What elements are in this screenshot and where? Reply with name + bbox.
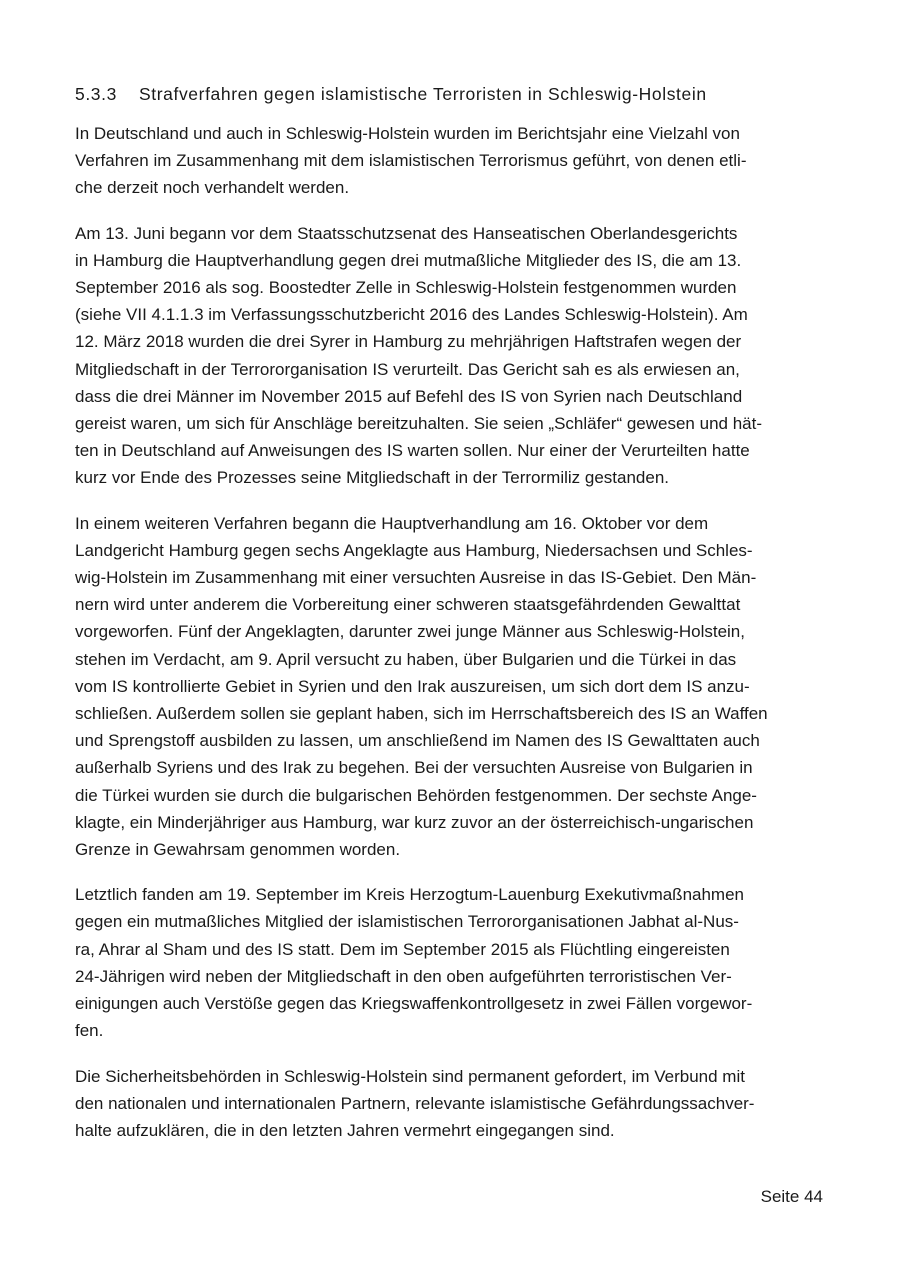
text-line: schließen. Außerdem sollen sie geplant haben, sich im Herrschaftsbereich des IS an Waffen bbox=[75, 704, 768, 724]
text-line: einigungen auch Verstöße gegen das Kriegswaffenkontrollgesetz in zwei Fällen vorgewor- bbox=[75, 994, 753, 1014]
text-line: Verfahren im Zusammenhang mit dem islamistischen Terrorismus geführt, von denen etli- bbox=[75, 151, 747, 171]
text-line: die Türkei wurden sie durch die bulgarischen Behörden festgenommen. Der sechste Ange- bbox=[75, 785, 757, 805]
text-line: dass die drei Männer im November 2015 auf Befehl des IS von Syrien nach Deutschland bbox=[75, 386, 743, 406]
text-line: Mitgliedschaft in der Terrororganisation IS verurteilt. Das Gericht sah es als erwiesen an, bbox=[75, 359, 740, 379]
section-number: 5.3.3 bbox=[75, 84, 117, 104]
text-line: In Deutschland und auch in Schleswig-Holstein wurden im Berichtsjahr eine Vielzahl von bbox=[75, 124, 740, 143]
paragraph bbox=[75, 220, 831, 492]
text-line: außerhalb Syriens und des Irak zu begehen. Bei der versuchten Ausreise von Bulgarien in bbox=[75, 758, 753, 778]
body-text bbox=[75, 120, 831, 1144]
text-line: stehen im Verdacht, am 9. April versucht zu haben, über Bulgarien und die Türkei in das bbox=[75, 649, 737, 669]
text-line: Die Sicherheitsbehörden in Schleswig-Holstein sind permanent gefordert, im Verbund mit bbox=[75, 1066, 745, 1086]
text-line: ten in Deutschland auf Anweisungen des IS warten sollen. Nur einer der Verurteilten hatte bbox=[75, 441, 750, 461]
section-heading bbox=[75, 80, 831, 108]
text-line: kurz vor Ende des Prozesses seine Mitgliedschaft in der Terrormiliz gestanden. bbox=[75, 468, 670, 488]
paragraph bbox=[75, 881, 831, 1044]
text-line: gereist waren, um sich für Anschläge bereitzuhalten. Sie seien „Schläfer“ gewesen und hät- bbox=[75, 414, 762, 434]
text-line: 24-Jährigen wird neben der Mitgliedschaft in den oben aufgeführten terroristischen Ver- bbox=[75, 966, 732, 986]
text-line: che derzeit noch verhandelt werden. bbox=[75, 178, 350, 198]
text-line: (siehe VII 4.1.1.3 im Verfassungsschutzbericht 2016 des Landes Schleswig-Holstein). Am bbox=[75, 305, 748, 325]
page-number: Seite 44 bbox=[760, 1187, 823, 1206]
paragraph bbox=[75, 120, 831, 202]
section-title: Strafverfahren gegen islamistische Terroristen in Schleswig-Holstein bbox=[139, 84, 707, 104]
text-line: klagte, ein Minderjähriger aus Hamburg, war kurz zuvor an der österreichisch-ungarischen bbox=[75, 812, 754, 832]
text-line: 12. März 2018 wurden die drei Syrer in Hamburg zu mehrjährigen Haftstrafen wegen der bbox=[75, 332, 742, 352]
paragraph bbox=[75, 510, 831, 864]
text-line: wig-Holstein im Zusammenhang mit einer versuchten Ausreise in das IS-Gebiet. Den Män- bbox=[75, 568, 757, 588]
document-page bbox=[75, 80, 831, 1162]
text-line: in Hamburg die Hauptverhandlung gegen drei mutmaßliche Mitglieder des IS, die am 13. bbox=[75, 250, 742, 270]
text-line: Landgericht Hamburg gegen sechs Angeklagte aus Hamburg, Niedersachsen und Schles- bbox=[75, 540, 753, 560]
text-line: Am 13. Juni begann vor dem Staatsschutzsenat des Hanseatischen Oberlandesgerichts bbox=[75, 223, 738, 243]
text-line: September 2016 als sog. Boostedter Zelle in Schleswig-Holstein festgenommen wurden bbox=[75, 278, 737, 298]
text-line: den nationalen und internationalen Partnern, relevante islamistische Gefährdungssachver- bbox=[75, 1093, 755, 1113]
text-line: Grenze in Gewahrsam genommen worden. bbox=[75, 840, 401, 860]
text-line: vorgeworfen. Fünf der Angeklagten, darunter zwei junge Männer aus Schleswig-Holstein, bbox=[75, 622, 745, 642]
paragraph bbox=[75, 1063, 831, 1145]
text-line: halte aufzuklären, die in den letzten Jahren vermehrt eingegangen sind. bbox=[75, 1120, 615, 1140]
text-line: und Sprengstoff ausbilden zu lassen, um anschließend im Namen des IS Gewalttaten auch bbox=[75, 731, 760, 751]
text-line: vom IS kontrollierte Gebiet in Syrien und den Irak auszureisen, um sich dort dem IS anzu- bbox=[75, 676, 750, 696]
text-line: fen. bbox=[75, 1021, 104, 1041]
text-line: gegen ein mutmaßliches Mitglied der islamistischen Terrororganisationen Jabhat al-Nus- bbox=[75, 912, 739, 932]
text-line: Letztlich fanden am 19. September im Kreis Herzogtum-Lauenburg Exekutivmaßnahmen bbox=[75, 885, 745, 905]
text-line: In einem weiteren Verfahren begann die Hauptverhandlung am 16. Oktober vor dem bbox=[75, 513, 709, 533]
text-line: ra, Ahrar al Sham und des IS statt. Dem im September 2015 als Flüchtling eingereisten bbox=[75, 939, 730, 959]
text-line: nern wird unter anderem die Vorbereitung einer schweren staatsgefährdenden Gewalttat bbox=[75, 595, 741, 615]
